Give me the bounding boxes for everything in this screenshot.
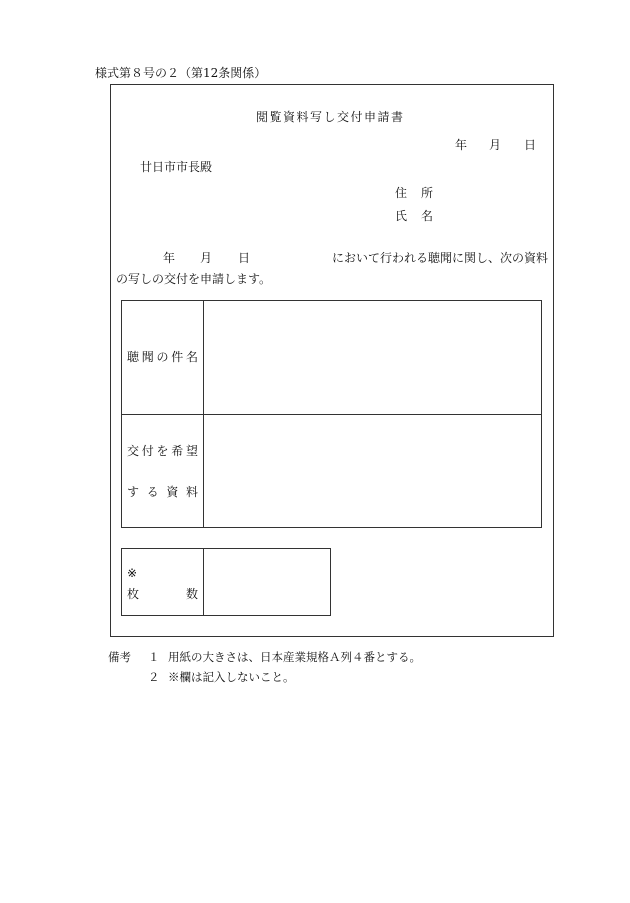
label-char: 件: [171, 350, 184, 364]
label-char: 資: [166, 485, 179, 499]
label-char: 希: [171, 444, 184, 458]
form-label: 様式第８号の２（第12条関係）: [95, 66, 267, 80]
date-year-label: 年: [455, 138, 468, 152]
note2-number: ２: [148, 670, 160, 684]
body-month-label: 月: [200, 251, 213, 265]
table-row2-label-line2: [127, 485, 198, 499]
note2-text: ※欄は記入しないこと。: [168, 670, 295, 684]
date-day-label: 日: [524, 138, 537, 152]
label-char: 聞: [141, 350, 154, 364]
label-char: 聴: [127, 350, 140, 364]
label-char: 付: [141, 444, 154, 458]
label-char: 名: [185, 350, 198, 364]
label-char: す: [127, 485, 140, 499]
body-line1-text: において行われる聴聞に関し、次の資料: [332, 251, 549, 265]
addressee: 廿日市市長殿: [140, 160, 213, 174]
date-month-label: 月: [489, 138, 502, 152]
requested-documents-field[interactable]: [204, 415, 541, 527]
body-day-label: 日: [238, 251, 251, 265]
form-title: 閲覧資料写し交付申請書: [256, 110, 405, 124]
note1-text: 用紙の大きさは、日本産業規格Ａ列４番とする。: [168, 650, 421, 664]
label-char: る: [146, 485, 159, 499]
label-char: の: [156, 350, 169, 364]
applicant-address-label: 住 所: [395, 186, 435, 200]
label-char: を: [156, 444, 169, 458]
count-label-left: 枚: [127, 587, 140, 601]
table-row2-label-line1: [127, 444, 198, 458]
note1-number: １: [148, 650, 160, 664]
table-row1-label: [127, 350, 198, 364]
page-count-field[interactable]: [204, 549, 330, 615]
notes-heading: 備考: [108, 650, 131, 664]
hearing-subject-field[interactable]: [204, 301, 541, 413]
body-line2-text: の写しの交付を申請します。: [116, 272, 272, 286]
label-char: 交: [127, 444, 140, 458]
label-char: 望: [185, 444, 198, 458]
office-use-mark: ※: [127, 566, 138, 580]
label-char: 料: [185, 485, 198, 499]
body-year-label: 年: [163, 251, 176, 265]
count-label-right: 数: [186, 587, 199, 601]
applicant-name-label: 氏 名: [395, 209, 435, 223]
